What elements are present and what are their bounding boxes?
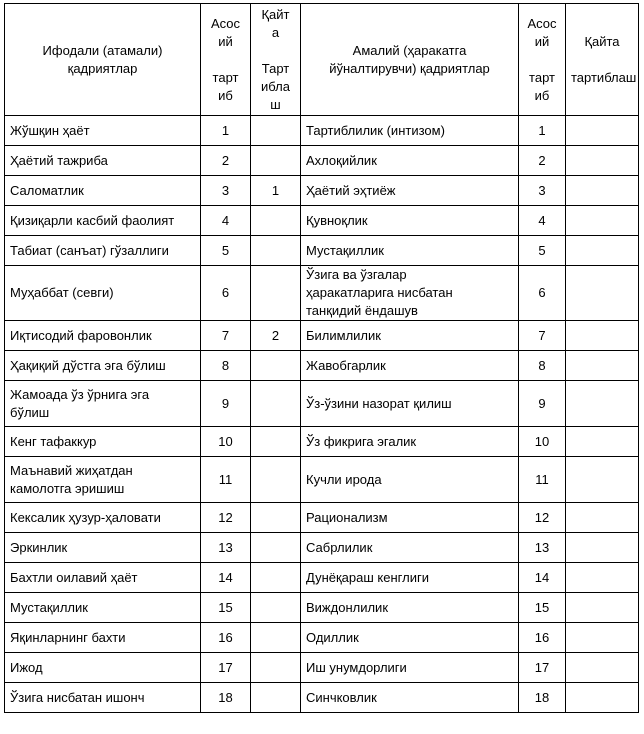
table-row <box>5 206 639 236</box>
instrumental-value-cell: Ҳаётий эҳтиёж <box>301 176 519 206</box>
rerank-cell: 2 <box>251 321 301 351</box>
rerank-cell <box>251 351 301 381</box>
table-row <box>5 146 639 176</box>
terminal-value-cell: Кексалик ҳузур-ҳаловати <box>5 503 201 533</box>
rerank-cell <box>251 503 301 533</box>
terminal-value-cell: Ҳаётий тажриба <box>5 146 201 176</box>
main-rank-cell-2: 6 <box>519 266 566 321</box>
instrumental-value-cell: Кучли ирода <box>301 457 519 503</box>
table-row <box>5 116 639 146</box>
rerank-cell-2 <box>566 351 639 381</box>
rerank-cell <box>251 116 301 146</box>
instrumental-value-cell: Сабрлилик <box>301 533 519 563</box>
values-table <box>4 3 639 713</box>
instrumental-value-cell: Синчковлик <box>301 683 519 713</box>
main-rank-cell: 15 <box>201 593 251 623</box>
main-rank-cell-2: 5 <box>519 236 566 266</box>
main-rank-cell: 6 <box>201 266 251 321</box>
terminal-value-cell: Мустақиллик <box>5 593 201 623</box>
main-rank-cell: 16 <box>201 623 251 653</box>
table-row <box>5 533 639 563</box>
terminal-value-cell: Эркинлик <box>5 533 201 563</box>
instrumental-value-cell: Ўз-ўзини назорат қилиш <box>301 381 519 427</box>
header-rerank-2: Қайта тартиблаш <box>566 4 639 116</box>
main-rank-cell: 3 <box>201 176 251 206</box>
terminal-value-cell: Ижод <box>5 653 201 683</box>
main-rank-cell: 2 <box>201 146 251 176</box>
rerank-cell <box>251 266 301 321</box>
rerank-cell <box>251 236 301 266</box>
main-rank-cell-2: 3 <box>519 176 566 206</box>
table-row <box>5 266 639 321</box>
rerank-cell-2 <box>566 116 639 146</box>
main-rank-cell-2: 1 <box>519 116 566 146</box>
table-row <box>5 176 639 206</box>
rerank-cell-2 <box>566 593 639 623</box>
main-rank-cell-2: 18 <box>519 683 566 713</box>
main-rank-cell-2: 12 <box>519 503 566 533</box>
main-rank-cell: 1 <box>201 116 251 146</box>
table-body <box>5 116 639 713</box>
rerank-cell-2 <box>566 236 639 266</box>
instrumental-value-cell: Жавобгарлик <box>301 351 519 381</box>
header-row <box>5 4 639 116</box>
rerank-cell <box>251 381 301 427</box>
main-rank-cell: 5 <box>201 236 251 266</box>
table-row <box>5 593 639 623</box>
rerank-cell-2 <box>566 266 639 321</box>
main-rank-cell: 9 <box>201 381 251 427</box>
table-row <box>5 683 639 713</box>
header-main-rank: Асос ий тарт иб <box>201 4 251 116</box>
main-rank-cell-2: 10 <box>519 427 566 457</box>
table-row <box>5 457 639 503</box>
rerank-cell-2 <box>566 623 639 653</box>
instrumental-value-cell: Одиллик <box>301 623 519 653</box>
rerank-cell <box>251 623 301 653</box>
rerank-cell <box>251 593 301 623</box>
table-row <box>5 321 639 351</box>
main-rank-cell: 11 <box>201 457 251 503</box>
instrumental-value-cell: Мустақиллик <box>301 236 519 266</box>
terminal-value-cell: Табиат (санъат) гўзаллиги <box>5 236 201 266</box>
header-main-rank-2: Асос ий тарт иб <box>519 4 566 116</box>
main-rank-cell-2: 15 <box>519 593 566 623</box>
rerank-cell <box>251 146 301 176</box>
main-rank-cell: 8 <box>201 351 251 381</box>
instrumental-value-cell: Виждонлилик <box>301 593 519 623</box>
rerank-cell <box>251 563 301 593</box>
table-row <box>5 351 639 381</box>
main-rank-cell-2: 11 <box>519 457 566 503</box>
rerank-cell-2 <box>566 427 639 457</box>
header-terminal-values: Ифодали (атамали) қадриятлар <box>5 4 201 116</box>
main-rank-cell-2: 7 <box>519 321 566 351</box>
rerank-cell <box>251 427 301 457</box>
instrumental-value-cell: Рационализм <box>301 503 519 533</box>
terminal-value-cell: Ўзига нисбатан ишонч <box>5 683 201 713</box>
terminal-value-cell: Бахтли оилавий ҳаёт <box>5 563 201 593</box>
table-row <box>5 623 639 653</box>
main-rank-cell: 10 <box>201 427 251 457</box>
main-rank-cell: 14 <box>201 563 251 593</box>
table-row <box>5 236 639 266</box>
main-rank-cell: 4 <box>201 206 251 236</box>
main-rank-cell: 7 <box>201 321 251 351</box>
main-rank-cell: 13 <box>201 533 251 563</box>
terminal-value-cell: Ҳақиқий дўстга эга бўлиш <box>5 351 201 381</box>
table-row <box>5 503 639 533</box>
main-rank-cell-2: 9 <box>519 381 566 427</box>
main-rank-cell-2: 8 <box>519 351 566 381</box>
rerank-cell-2 <box>566 503 639 533</box>
terminal-value-cell: Яқинларнинг бахти <box>5 623 201 653</box>
main-rank-cell-2: 14 <box>519 563 566 593</box>
instrumental-value-cell: Ўз фикрига эгалик <box>301 427 519 457</box>
table-row <box>5 653 639 683</box>
rerank-cell <box>251 533 301 563</box>
terminal-value-cell: Жамоада ўз ўрнига эга бўлиш <box>5 381 201 427</box>
main-rank-cell-2: 2 <box>519 146 566 176</box>
terminal-value-cell: Иқтисодий фаровонлик <box>5 321 201 351</box>
terminal-value-cell: Саломатлик <box>5 176 201 206</box>
rerank-cell <box>251 206 301 236</box>
instrumental-value-cell: Иш унумдорлиги <box>301 653 519 683</box>
terminal-value-cell: Жўшқин ҳаёт <box>5 116 201 146</box>
rerank-cell <box>251 653 301 683</box>
terminal-value-cell: Кенг тафаккур <box>5 427 201 457</box>
rerank-cell-2 <box>566 176 639 206</box>
rerank-cell-2 <box>566 683 639 713</box>
main-rank-cell-2: 4 <box>519 206 566 236</box>
table-row <box>5 427 639 457</box>
main-rank-cell: 12 <box>201 503 251 533</box>
rerank-cell <box>251 683 301 713</box>
main-rank-cell: 17 <box>201 653 251 683</box>
terminal-value-cell: Маънавий жиҳатдан камолотга эришиш <box>5 457 201 503</box>
rerank-cell-2 <box>566 381 639 427</box>
instrumental-value-cell: Ахлоқийлик <box>301 146 519 176</box>
main-rank-cell-2: 16 <box>519 623 566 653</box>
rerank-cell-2 <box>566 146 639 176</box>
table-row <box>5 563 639 593</box>
instrumental-value-cell: Дунёқараш кенглиги <box>301 563 519 593</box>
instrumental-value-cell: Ўзига ва ўзгалар ҳаракатларига нисбатан танқидий ёндашув <box>301 266 519 321</box>
instrumental-value-cell: Билимлилик <box>301 321 519 351</box>
terminal-value-cell: Қизиқарли касбий фаолият <box>5 206 201 236</box>
table-row <box>5 381 639 427</box>
rerank-cell-2 <box>566 206 639 236</box>
header-instrumental-values: Амалий (ҳаракатга йўналтирувчи) қадриятлар <box>301 4 519 116</box>
rerank-cell-2 <box>566 533 639 563</box>
instrumental-value-cell: Қувноқлик <box>301 206 519 236</box>
rerank-cell-2 <box>566 321 639 351</box>
main-rank-cell-2: 17 <box>519 653 566 683</box>
rerank-cell-2 <box>566 457 639 503</box>
rerank-cell-2 <box>566 563 639 593</box>
rerank-cell: 1 <box>251 176 301 206</box>
rerank-cell-2 <box>566 653 639 683</box>
header-rerank: Қайт а Тарт ибла ш <box>251 4 301 116</box>
rerank-cell <box>251 457 301 503</box>
terminal-value-cell: Муҳаббат (севги) <box>5 266 201 321</box>
main-rank-cell: 18 <box>201 683 251 713</box>
main-rank-cell-2: 13 <box>519 533 566 563</box>
instrumental-value-cell: Тартиблилик (интизом) <box>301 116 519 146</box>
